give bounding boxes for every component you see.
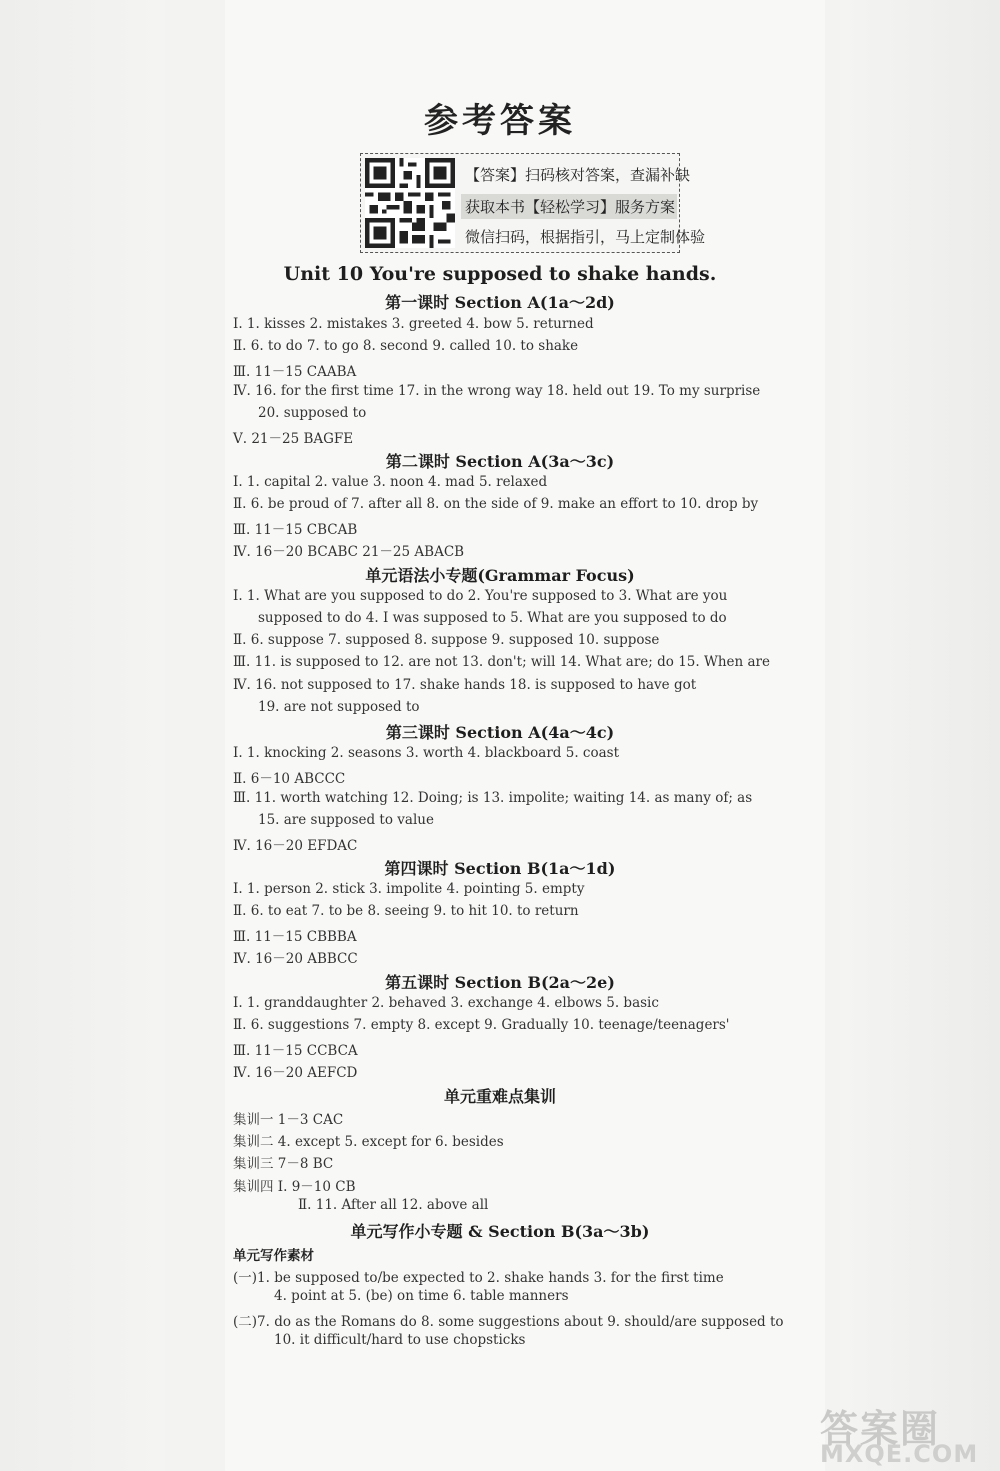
answer-line: Ⅲ. 11. worth watching 12. Doing; is 13. impolite; waiting 14. as many of; as <box>233 790 753 806</box>
watermark-domain: MXQE.COM <box>820 1440 979 1468</box>
answer-line: 19. are not supposed to <box>258 699 420 715</box>
page-title: 参考答案 <box>424 101 576 141</box>
section-heading: 第二课时 Section A(3a～3c) <box>385 452 615 471</box>
banner-line-service: 获取本书【轻松学习】服务方案 <box>461 194 677 219</box>
qr-banner <box>360 153 706 253</box>
answer-line: Ⅱ. 11. After all 12. above all <box>298 1197 489 1213</box>
answer-line: 20. supposed to <box>258 405 367 421</box>
answer-line: Ⅰ. 1. What are you supposed to do 2. You're supposed to 3. What are you <box>233 588 728 604</box>
section-heading: 单元重难点集训 <box>443 1087 556 1106</box>
answer-line: Ⅱ. 6. be proud of 7. after all 8. on the side of 9. make an effort to 10. drop by <box>233 496 759 512</box>
answer-line: Ⅳ. 16－20 BCABC 21－25 ABACB <box>233 544 465 560</box>
watermark-logo: 答案圈 <box>820 1407 941 1451</box>
answer-line: Ⅱ. 6. suggestions 7. empty 8. except 9. Gradually 10. teenage/teenagers' <box>233 1017 730 1033</box>
answer-line: 集训四 Ⅰ. 9－10 CB <box>233 1179 356 1195</box>
answer-line: Ⅲ. 11－15 CAABA <box>233 364 357 380</box>
answer-line: (一)1. be supposed to/be expected to 2. shake hands 3. for the first time <box>233 1270 724 1286</box>
answer-line: Ⅲ. 11－15 CBCAB <box>233 522 358 538</box>
answer-line: Ⅰ. 1. person 2. stick 3. impolite 4. pointing 5. empty <box>233 881 585 897</box>
answer-line: Ⅲ. 11－15 CBBBA <box>233 929 357 945</box>
answer-line: Ⅳ. 16. not supposed to 17. shake hands 18. is supposed to have got <box>233 677 697 693</box>
answer-line: Ⅰ. 1. knocking 2. seasons 3. worth 4. blackboard 5. coast <box>233 745 619 761</box>
banner-line-answers: 【答案】扫码核对答案，查漏补缺 <box>465 166 691 184</box>
answer-line: Ⅱ. 6. to do 7. to go 8. second 9. called 10. to shake <box>233 338 579 354</box>
answer-line: Ⅰ. 1. kisses 2. mistakes 3. greeted 4. bow 5. returned <box>233 316 594 332</box>
qr-code-icon[interactable] <box>365 158 455 248</box>
answer-line: supposed to do 4. I was supposed to 5. What are you supposed to do <box>258 610 727 626</box>
answer-line: 10. it difficult/hard to use chopsticks <box>274 1332 526 1348</box>
answer-line: Ⅱ. 6. suppose 7. supposed 8. suppose 9. supposed 10. suppose <box>233 632 660 648</box>
section-heading: 单元写作小专题 & Section B(3a～3b) <box>350 1222 650 1241</box>
answer-line: (二)7. do as the Romans do 8. some suggestions about 9. should/are supposed to <box>233 1314 784 1330</box>
unit-title: Unit 10 You're supposed to shake hands. <box>283 263 717 285</box>
answer-line: Ⅲ. 11－15 CCBCA <box>233 1043 358 1059</box>
section-heading: 第三课时 Section A(4a～4c) <box>385 723 615 742</box>
answer-line: Ⅱ. 6. to eat 7. to be 8. seeing 9. to hit 10. to return <box>233 903 579 919</box>
answer-line: Ⅳ. 16－20 ABBCC <box>233 951 358 967</box>
answer-line: 4. point at 5. (be) on time 6. table manners <box>274 1288 569 1304</box>
answer-line: Ⅳ. 16. for the first time 17. in the wrong way 18. held out 19. To my surprise <box>233 383 761 399</box>
answer-line: 集训三 7－8 BC <box>233 1156 334 1172</box>
answer-line: Ⅰ. 1. capital 2. value 3. noon 4. mad 5. relaxed <box>233 474 548 490</box>
answer-line: Ⅰ. 1. granddaughter 2. behaved 3. exchange 4. elbows 5. basic <box>233 995 659 1011</box>
answer-line: Ⅲ. 11. is supposed to 12. are not 13. don't; will 14. What are; do 15. When are <box>233 654 770 670</box>
answer-line: Ⅳ. 16－20 AEFCD <box>233 1065 358 1081</box>
section-heading: 第一课时 Section A(1a～2d) <box>385 293 615 312</box>
section-heading: 第四课时 Section B(1a～1d) <box>384 859 616 878</box>
answer-line: Ⅳ. 16－20 EFDAC <box>233 838 358 854</box>
banner-line-wechat: 微信扫码，根据指引，马上定制体验 <box>465 228 706 246</box>
section-heading: 单元语法小专题(Grammar Focus) <box>365 566 635 585</box>
writing-material-heading: 单元写作素材 <box>233 1248 314 1264</box>
answer-line: 集训一 1－3 CAC <box>233 1112 344 1128</box>
answer-line: Ⅱ. 6－10 ABCCC <box>233 771 346 787</box>
section-heading: 第五课时 Section B(2a～2e) <box>385 973 615 992</box>
answer-line: 15. are supposed to value <box>258 812 434 828</box>
answer-line: 集训二 4. except 5. except for 6. besides <box>233 1134 504 1150</box>
answer-line: Ⅴ. 21－25 BAGFE <box>233 431 354 447</box>
